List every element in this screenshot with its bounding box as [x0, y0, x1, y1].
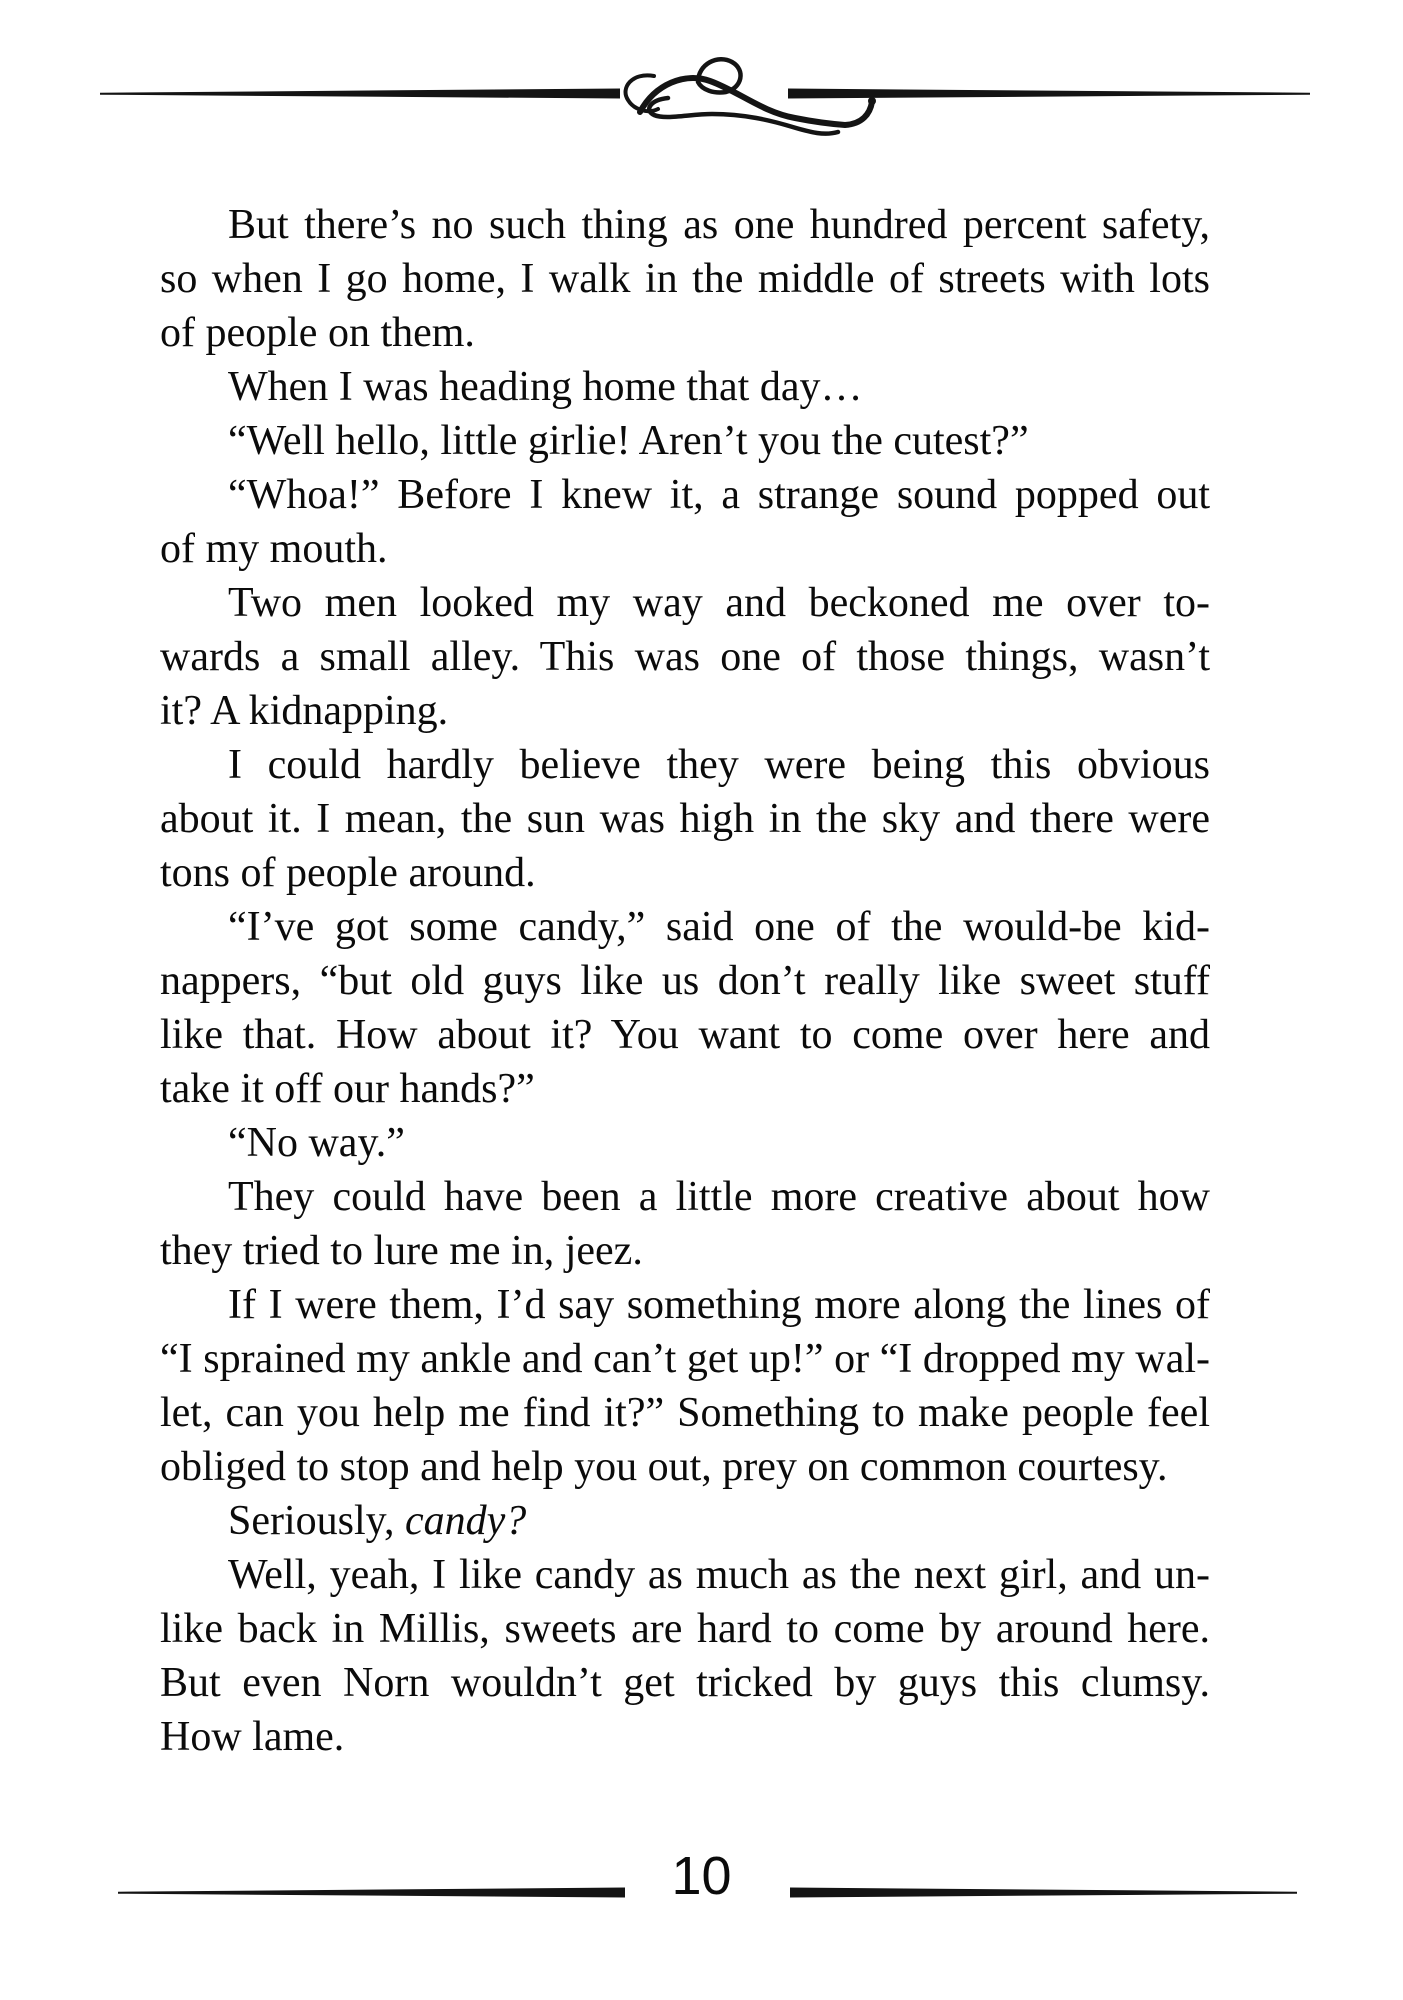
text-line: about it. I mean, the sun was high in the sky and there were	[160, 796, 1210, 842]
footer-rule-right	[790, 1887, 1297, 1899]
text-line: When I was heading home that day…	[228, 364, 863, 410]
text-line: nappers, “but old guys like us don’t really like sweet stuff	[160, 958, 1210, 1004]
divider-rule-right	[788, 88, 1310, 100]
text-line: I could hardly believe they were being this obvious	[228, 742, 1210, 788]
text-line: If I were them, I’d say something more along the lines of	[228, 1282, 1210, 1328]
text-line: like that. How about it? You want to come over here and	[160, 1012, 1210, 1058]
text-line: Well, yeah, I like candy as much as the next girl, and un-	[228, 1552, 1210, 1598]
text-line: Two men looked my way and beckoned me over to-	[228, 580, 1210, 626]
text-line: They could have been a little more creative about how	[228, 1174, 1210, 1220]
text-line: so when I go home, I walk in the middle of streets with lots	[160, 256, 1210, 302]
text-line: “Well hello, little girlie! Aren’t you the cutest?”	[228, 418, 1029, 464]
text-line: let, can you help me find it?” Something to make people feel	[160, 1390, 1210, 1436]
text-line: But even Norn wouldn’t get tricked by guys this clumsy.	[160, 1660, 1210, 1706]
text-line: obliged to stop and help you out, prey on common courtesy.	[160, 1444, 1168, 1490]
text-line: take it off our hands?”	[160, 1066, 535, 1112]
text-line: tons of people around.	[160, 850, 536, 896]
text-line: But there’s no such thing as one hundred percent safety,	[228, 202, 1210, 248]
text-line: “I’ve got some candy,” said one of the would-be kid-	[228, 904, 1210, 950]
text-line: of my mouth.	[160, 526, 388, 572]
page-number: 10	[671, 1846, 732, 1906]
text-line: Seriously, candy?	[228, 1498, 527, 1544]
text-line: “Whoa!” Before I knew it, a strange sound popped out	[228, 472, 1210, 518]
text-line: like back in Millis, sweets are hard to come by around here.	[160, 1606, 1210, 1652]
text-line: “No way.”	[228, 1120, 405, 1166]
page-text	[160, 198, 1210, 1764]
text-line: “I sprained my ankle and can’t get up!” or “I dropped my wal-	[160, 1336, 1210, 1382]
text-line: they tried to lure me in, jeez.	[160, 1228, 643, 1274]
text-line: of people on them.	[160, 310, 475, 356]
text-line: it? A kidnapping.	[160, 688, 449, 734]
text-line: wards a small alley. This was one of those things, wasn’t	[160, 634, 1210, 680]
divider-rule-left	[100, 88, 620, 100]
text-line: How lame.	[160, 1714, 345, 1760]
